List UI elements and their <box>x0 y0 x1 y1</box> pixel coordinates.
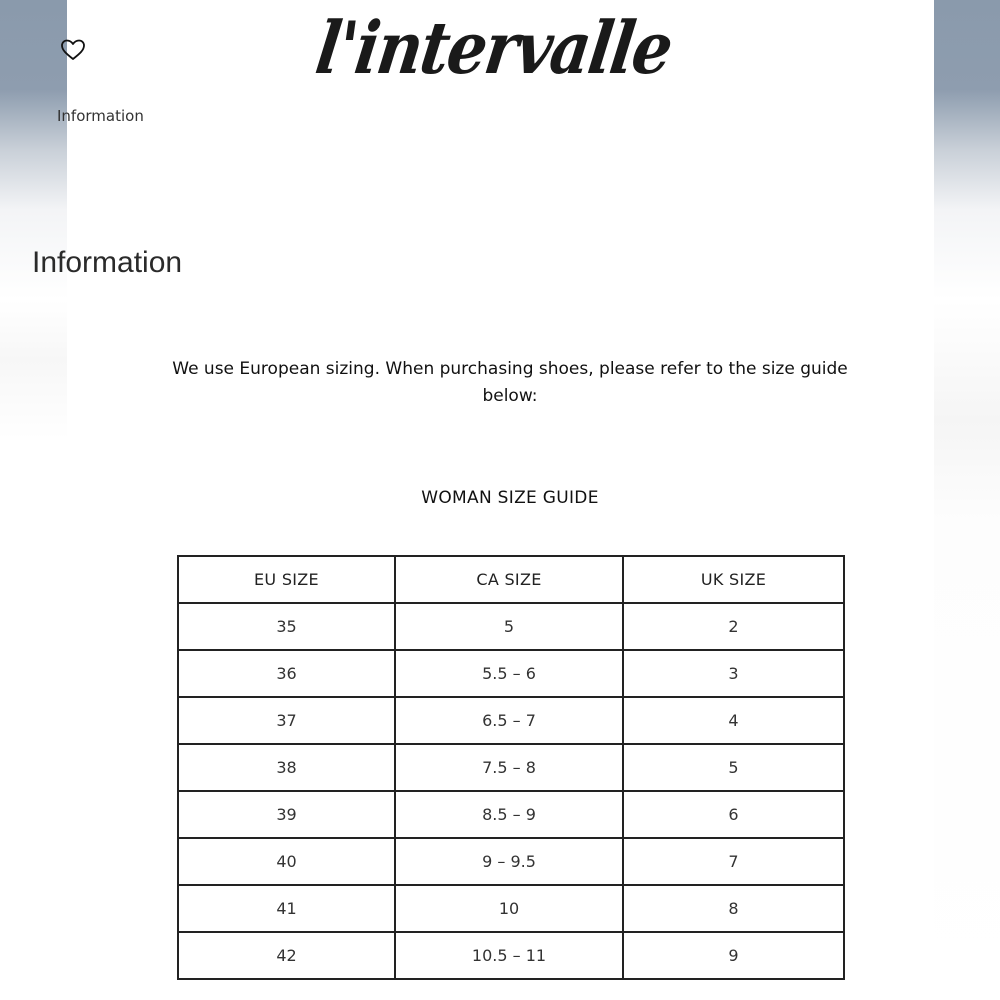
page-content <box>32 0 934 1000</box>
cell-eu-size: 38 <box>178 744 395 791</box>
table-row <box>178 697 844 744</box>
cell-ca-size: 8.5 – 9 <box>395 791 623 838</box>
nav-information-link[interactable]: Information <box>57 107 144 125</box>
cell-eu-size: 40 <box>178 838 395 885</box>
table-header-row <box>178 556 844 603</box>
brand-logo[interactable]: l'intervalle <box>311 5 677 90</box>
table-row <box>178 885 844 932</box>
cell-ca-size: 10 <box>395 885 623 932</box>
cell-uk-size: 8 <box>623 885 844 932</box>
cell-ca-size: 7.5 – 8 <box>395 744 623 791</box>
table-row <box>178 744 844 791</box>
cell-eu-size: 37 <box>178 697 395 744</box>
size-guide-title: WOMAN SIZE GUIDE <box>421 488 599 508</box>
intro-text: We use European sizing. When purchasing shoes, please refer to the size guide below: <box>172 359 848 406</box>
cell-uk-size: 2 <box>623 603 844 650</box>
cell-eu-size: 41 <box>178 885 395 932</box>
cell-eu-size: 39 <box>178 791 395 838</box>
cell-uk-size: 4 <box>623 697 844 744</box>
table-row <box>178 650 844 697</box>
table-row <box>178 603 844 650</box>
size-guide-table <box>177 555 845 980</box>
cell-ca-size: 6.5 – 7 <box>395 697 623 744</box>
cell-eu-size: 42 <box>178 932 395 979</box>
cell-ca-size: 10.5 – 11 <box>395 932 623 979</box>
page-title: Information <box>32 246 183 279</box>
table-row <box>178 791 844 838</box>
cell-uk-size: 7 <box>623 838 844 885</box>
cell-eu-size: 35 <box>178 603 395 650</box>
cell-eu-size: 36 <box>178 650 395 697</box>
heart-icon[interactable] <box>60 38 86 62</box>
cell-ca-size: 5.5 – 6 <box>395 650 623 697</box>
cell-uk-size: 6 <box>623 791 844 838</box>
cell-uk-size: 9 <box>623 932 844 979</box>
header-uk-size: UK SIZE <box>623 556 844 603</box>
table-row <box>178 932 844 979</box>
cell-ca-size: 9 – 9.5 <box>395 838 623 885</box>
cell-uk-size: 3 <box>623 650 844 697</box>
header-eu-size: EU SIZE <box>178 556 395 603</box>
left-backdrop <box>0 0 67 1000</box>
cell-ca-size: 5 <box>395 603 623 650</box>
cell-uk-size: 5 <box>623 744 844 791</box>
table-row <box>178 838 844 885</box>
header-ca-size: CA SIZE <box>395 556 623 603</box>
